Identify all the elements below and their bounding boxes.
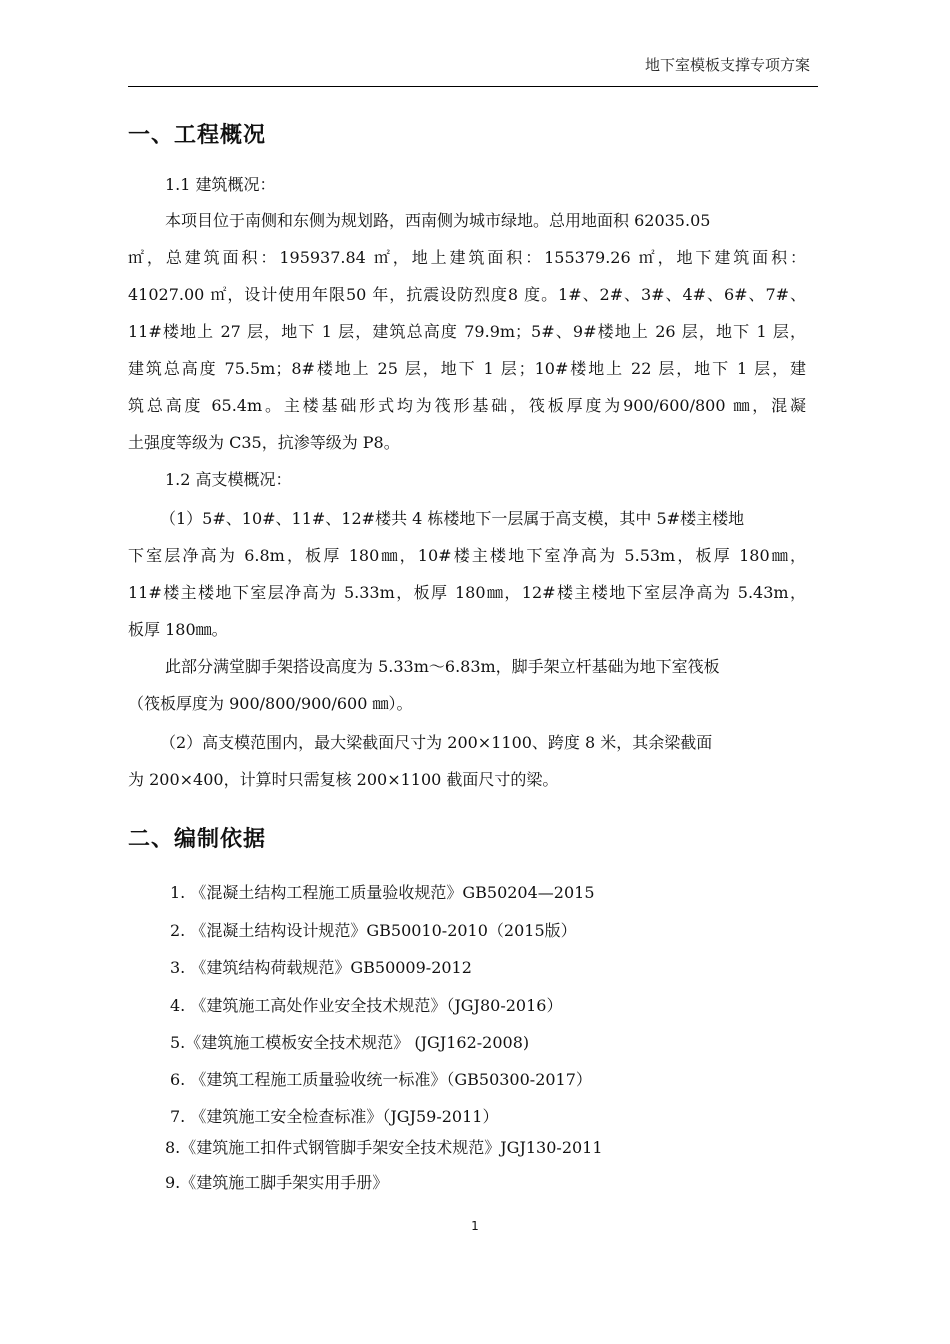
reference-item: 9.《建筑施工脚手架实用手册》 <box>165 1173 389 1192</box>
highsupport-p3-line-2: 为 200×400，计算时只需复核 200×1100 截面尺寸的梁。 <box>128 770 559 789</box>
overview-line-6: 筑总高度 65.4m。主楼基础形式均为筏形基础，筏板厚度为900/600/800 ㎜，混凝 <box>128 396 806 415</box>
reference-item: 6. 《建筑工程施工质量验收统一标准》（GB50300-2017） <box>170 1070 592 1089</box>
subsection-1-1-title: 1.1 建筑概况： <box>165 175 276 194</box>
highsupport-p2-line-1: 此部分满堂脚手架搭设高度为 5.33m～6.83m，脚手架立杆基础为地下室筏板 <box>165 657 720 676</box>
reference-item: 5.《建筑施工模板安全技术规范》 (JGJ162-2008) <box>170 1033 530 1052</box>
overview-line-7: 土强度等级为 C35，抗渗等级为 P8。 <box>128 433 400 452</box>
header-rule <box>128 86 818 87</box>
highsupport-p2-line-2: （筏板厚度为 900/800/900/600 ㎜）。 <box>128 694 413 713</box>
highsupport-p1-line-2: 下室层净高为 6.8m，板厚 180㎜，10#楼主楼地下室净高为 5.53m，板厚 180㎜， <box>128 546 806 565</box>
reference-item: 2. 《混凝土结构设计规范》GB50010-2010（2015版） <box>170 921 577 940</box>
reference-item: 1. 《混凝土结构工程施工质量验收规范》GB50204—2015 <box>170 883 595 902</box>
overview-line-1: 本项目位于南侧和东侧为规划路，西南侧为城市绿地。总用地面积 62035.05 <box>165 211 711 230</box>
overview-line-5: 建筑总高度 75.5m；8#楼地上 25 层，地下 1 层；10#楼地上 22 层，地下 1 层，建 <box>128 359 806 378</box>
reference-item: 8.《建筑施工扣件式钢管脚手架安全技术规范》JGJ130-2011 <box>165 1138 603 1157</box>
subsection-1-2-title: 1.2 高支模概况： <box>165 470 292 489</box>
overview-line-2: ㎡，总建筑面积：195937.84 ㎡，地上建筑面积：155379.26 ㎡，地下建筑面积： <box>128 248 806 267</box>
highsupport-p1-line-4: 板厚 180㎜。 <box>128 620 228 639</box>
highsupport-p1-line-3: 11#楼主楼地下室层净高为 5.33m，板厚 180㎜，12#楼主楼地下室层净高为 5.43m， <box>128 583 806 602</box>
section-2-heading: 二、编制依据 <box>128 827 267 852</box>
section-1-heading: 一、工程概况 <box>128 123 267 148</box>
highsupport-p1-line-1: （1）5#、10#、11#、12#楼共 4 栋楼地下一层属于高支模，其中 5#楼主楼地 <box>160 509 745 528</box>
highsupport-p3-line-1: （2）高支模范围内，最大梁截面尺寸为 200×1100、跨度 8 米，其余梁截面 <box>160 733 713 752</box>
reference-item: 7. 《建筑施工安全检查标准》（JGJ59-2011） <box>170 1107 499 1126</box>
reference-item: 4. 《建筑施工高处作业安全技术规范》（JGJ80-2016） <box>170 996 563 1015</box>
overview-line-3: 41027.00 ㎡，设计使用年限50 年，抗震设防烈度8 度。1#、2#、3#、4#、6#、7#、 <box>128 285 806 304</box>
reference-item: 3. 《建筑结构荷载规范》GB50009-2012 <box>170 958 472 977</box>
running-header: 地下室模板支撑专项方案 <box>644 56 810 74</box>
overview-line-4: 11#楼地上 27 层，地下 1 层，建筑总高度 79.9m；5#、9#楼地上 26 层，地下 1 层， <box>128 322 806 341</box>
page-number: 1 <box>471 1219 479 1233</box>
